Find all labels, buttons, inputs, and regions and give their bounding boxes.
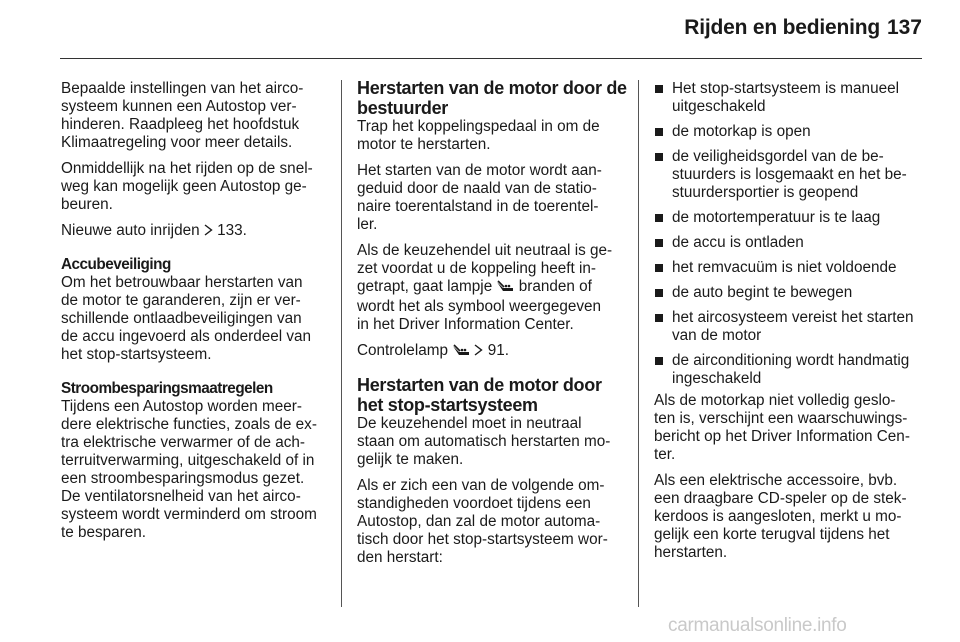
bullet-square-icon bbox=[655, 153, 663, 161]
text-line: gelijk te maken. bbox=[357, 451, 464, 468]
bullet-square-icon bbox=[655, 264, 663, 272]
heading-line: Herstarten van de motor door bbox=[357, 375, 602, 395]
column-divider bbox=[638, 80, 639, 607]
paragraph bbox=[357, 477, 621, 567]
heading-line: het stop-startsysteem bbox=[357, 394, 538, 415]
text-line: Als de keuzehendel uit neutraal is ge- bbox=[357, 242, 613, 259]
text-line: stuurders is losgemaakt en het be- bbox=[672, 166, 907, 183]
text-line: Als er zich een van de volgende om- bbox=[357, 477, 605, 494]
cross-reference-link[interactable] bbox=[61, 222, 325, 240]
text-line: systeem kunnen een Autostop ver- bbox=[61, 98, 297, 115]
paragraph bbox=[357, 162, 621, 234]
page-number: 137 bbox=[886, 16, 922, 39]
bullet-square-icon bbox=[655, 314, 663, 322]
text-line: gelijk een korte terugval tijdens het bbox=[654, 526, 890, 543]
text-line: terruitverwarming, uitgeschakeld of in bbox=[61, 452, 315, 469]
text-line: zet voordat u de koppeling heeft in- bbox=[357, 260, 596, 277]
text-line: de accu is ontladen bbox=[672, 234, 804, 251]
reference-arrow-icon bbox=[474, 342, 487, 359]
text-line: Het stop-startsysteem is manueel bbox=[672, 80, 899, 97]
column-1 bbox=[61, 80, 325, 550]
paragraph bbox=[654, 392, 922, 464]
paragraph bbox=[654, 472, 922, 562]
reference-page: 133. bbox=[217, 222, 247, 239]
text-line: wordt het als symbool weergegeven bbox=[357, 298, 602, 315]
text-line: bericht op het Driver Information Cen- bbox=[654, 428, 910, 445]
list-item bbox=[654, 80, 922, 116]
bullet-square-icon bbox=[655, 85, 663, 93]
autostop-lamp-icon bbox=[452, 344, 470, 362]
text-fragment: getrapt, gaat lampje bbox=[357, 278, 493, 295]
text-line: weg kan mogelijk geen Autostop ge- bbox=[61, 178, 307, 195]
text-line: ten is, verschijnt een waarschuwings- bbox=[654, 410, 908, 427]
text-line: te besparen. bbox=[61, 524, 147, 541]
text-line: ter. bbox=[654, 446, 676, 463]
text-line: systeem wordt verminderd om stroom bbox=[61, 506, 317, 523]
list-item bbox=[654, 234, 922, 252]
cross-reference-link[interactable] bbox=[357, 342, 621, 362]
text-line: Als de motorkap niet volledig geslo- bbox=[654, 392, 896, 409]
text-line: herstarten. bbox=[654, 544, 728, 561]
reference-text: Nieuwe auto inrijden bbox=[61, 222, 200, 239]
text-line: de motor te garanderen, zijn er ver- bbox=[61, 292, 301, 309]
text-line: de auto begint te bewegen bbox=[672, 284, 853, 301]
text-line: De keuzehendel moet in neutraal bbox=[357, 415, 582, 432]
text-line: Tijdens een Autostop worden meer- bbox=[61, 398, 302, 415]
list-item bbox=[654, 123, 922, 141]
text-line: de motorkap is open bbox=[672, 123, 811, 140]
text-line: de accu ingevoerd als onderdeel van bbox=[61, 328, 312, 345]
text-line: Klimaatregeling voor meer details. bbox=[61, 134, 293, 151]
text-line: het stop-startsysteem. bbox=[61, 346, 212, 363]
text-line: naire toerentalstand in de toerentel- bbox=[357, 198, 599, 215]
text-line: het aircosysteem vereist het starten bbox=[672, 309, 914, 326]
text-line bbox=[357, 278, 621, 298]
subheading: Stroombesparingsmaatregelen bbox=[61, 380, 273, 397]
text-line: ingeschakeld bbox=[672, 370, 762, 387]
list-item bbox=[654, 209, 922, 227]
reference-page: 91. bbox=[487, 342, 509, 359]
heading-line: Herstarten van de motor door de bbox=[357, 78, 627, 98]
text-line: de veiligheidsgordel van de be- bbox=[672, 148, 884, 165]
text-line: Het starten van de motor wordt aan- bbox=[357, 162, 602, 179]
text-line: Bepaalde instellingen van het airco- bbox=[61, 80, 304, 97]
text-line: den herstart: bbox=[357, 549, 443, 566]
subheading: Accubeveiliging bbox=[61, 256, 171, 273]
text-line: Als een elektrische accessoire, bvb. bbox=[654, 472, 898, 489]
header-title: Rijden en bediening bbox=[684, 16, 880, 39]
text-line: de airconditioning wordt handmatig bbox=[672, 352, 910, 369]
text-line: tisch door het stop-startsysteem wor- bbox=[357, 531, 608, 548]
text-line: staan om automatisch herstarten mo- bbox=[357, 433, 611, 450]
text-line: dere elektrische functies, zoals de ex- bbox=[61, 416, 317, 433]
paragraph bbox=[61, 160, 325, 214]
reference-text: Controlelamp bbox=[357, 342, 448, 359]
text-line: een stroombesparingsmodus gezet. bbox=[61, 470, 305, 487]
list-item bbox=[654, 148, 922, 202]
text-line: beuren. bbox=[61, 196, 113, 213]
paragraph bbox=[61, 80, 325, 152]
section-stroombesparing bbox=[61, 380, 325, 542]
text-line: van de motor bbox=[672, 327, 762, 344]
text-line: stuurdersportier is geopend bbox=[672, 184, 859, 201]
text-line: Autostop, dan zal de motor automa- bbox=[357, 513, 601, 530]
text-line: het remvacuüm is niet voldoende bbox=[672, 259, 897, 276]
text-line: standigheden voordoet tijdens een bbox=[357, 495, 591, 512]
watermark: carmanualsonline.info bbox=[668, 615, 847, 636]
section-heading bbox=[357, 376, 621, 415]
text-line: geduid door de naald van de statio- bbox=[357, 180, 597, 197]
reference-arrow-icon bbox=[204, 222, 217, 239]
text-line: tra elektrische verwarmer of de ach- bbox=[61, 434, 305, 451]
bullet-square-icon bbox=[655, 289, 663, 297]
text-line: motor te herstarten. bbox=[357, 136, 491, 153]
text-line: De ventilatorsnelheid van het airco- bbox=[61, 488, 301, 505]
list-item bbox=[654, 309, 922, 345]
bullet-square-icon bbox=[655, 357, 663, 365]
section-heading bbox=[357, 78, 627, 118]
text-line: Trap het koppelingspedaal in om de bbox=[357, 118, 600, 135]
text-line: de motortemperatuur is te laag bbox=[672, 209, 881, 226]
text-line: ler. bbox=[357, 216, 378, 233]
paragraph bbox=[357, 118, 621, 154]
column-2 bbox=[357, 78, 627, 575]
text-line: Om het betrouwbaar herstarten van bbox=[61, 274, 303, 291]
text-line: in het Driver Information Center. bbox=[357, 316, 574, 333]
text-fragment: branden of bbox=[518, 278, 592, 295]
header-rule bbox=[60, 58, 922, 59]
bullet-square-icon bbox=[655, 214, 663, 222]
section-accubeveiliging bbox=[61, 256, 325, 364]
column-3 bbox=[654, 80, 922, 570]
bullet-square-icon bbox=[655, 239, 663, 247]
autostop-lamp-icon bbox=[496, 280, 514, 298]
paragraph bbox=[61, 222, 325, 240]
paragraph bbox=[357, 242, 621, 334]
column-divider bbox=[341, 80, 342, 607]
paragraph bbox=[357, 415, 621, 469]
text-line: kerdoos is aangesloten, merkt u mo- bbox=[654, 508, 902, 525]
bullet-square-icon bbox=[655, 128, 663, 136]
list-item bbox=[654, 259, 922, 277]
list-item bbox=[654, 352, 922, 388]
heading-line: bestuurder bbox=[357, 97, 449, 118]
text-line: een draagbare CD-speler op de stek- bbox=[654, 490, 907, 507]
text-line: schillende ontlaadbeveiligingen van bbox=[61, 310, 302, 327]
text-line: uitgeschakeld bbox=[672, 98, 766, 115]
text-line: hinderen. Raadpleeg het hoofdstuk bbox=[61, 116, 300, 133]
paragraph bbox=[357, 342, 621, 362]
list-item bbox=[654, 284, 922, 302]
text-line: Onmiddellijk na het rijden op de snel- bbox=[61, 160, 313, 177]
